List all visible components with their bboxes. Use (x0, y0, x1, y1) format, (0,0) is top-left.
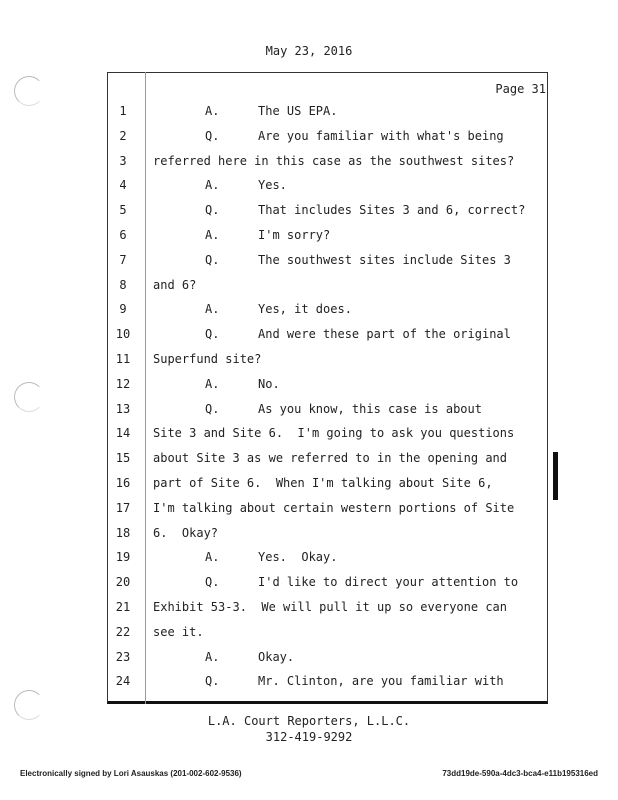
line-text: Superfund site? (153, 352, 262, 366)
line-number: 1 (119, 104, 127, 118)
line-text: Yes. Okay. (258, 550, 338, 565)
qa-tag: Q. (205, 252, 220, 267)
line-number: 2 (119, 128, 127, 143)
line-number: 16 (115, 476, 131, 490)
qa-tag: A. (205, 376, 220, 391)
line-number: 12 (115, 376, 131, 391)
binder-hole-middle (14, 382, 44, 412)
line-number: 6 (119, 228, 127, 242)
line-text: Yes. (258, 178, 287, 193)
line-text: The US EPA. (258, 104, 338, 118)
line-text: referred here in this case as the southwest sites? (153, 153, 515, 168)
transcript-date: May 23, 2016 (265, 44, 353, 58)
line-text: Okay. (258, 649, 295, 664)
margin-mark (553, 452, 558, 500)
line-text: No. (258, 376, 280, 391)
line-number: 17 (115, 500, 131, 515)
line-number: 7 (119, 252, 127, 267)
line-number: 24 (115, 674, 131, 689)
line-number-divider (145, 72, 146, 704)
esignature-id: 73dd19de-590a-4dc3-bca4-e11b195316ed (442, 769, 598, 778)
qa-tag: A. (205, 104, 220, 118)
line-number: 18 (115, 525, 131, 540)
line-text: Exhibit 53-3. We will pull it up so everyone can (153, 600, 508, 614)
line-text: I'm sorry? (258, 228, 331, 242)
line-text: see it. (153, 624, 204, 639)
line-text: I'm talking about certain western portions of Site (153, 500, 515, 515)
qa-tag: A. (205, 228, 220, 242)
line-text: And were these part of the original (258, 327, 511, 342)
qa-tag: A. (205, 178, 220, 193)
qa-tag: Q. (205, 575, 220, 590)
line-text: Site 3 and Site 6. I'm going to ask you questions (153, 426, 515, 441)
line-text: about Site 3 as we referred to in the opening and (153, 451, 508, 466)
line-text: Mr. Clinton, are you familiar with (258, 674, 504, 689)
qa-tag: Q. (205, 674, 220, 689)
reporter-company: L.A. Court Reporters, L.L.C. (207, 714, 411, 728)
line-text: Are you familiar with what's being (258, 128, 504, 143)
line-number: 14 (115, 426, 131, 441)
line-number: 4 (119, 178, 127, 193)
line-number: 8 (119, 277, 127, 292)
qa-tag: Q. (205, 327, 220, 342)
line-number: 19 (115, 550, 131, 565)
qa-tag: Q. (205, 128, 220, 143)
line-number: 22 (115, 624, 131, 639)
qa-tag: A. (205, 649, 220, 664)
reporter-phone: 312-419-9292 (265, 730, 353, 744)
page-number: Page 31 (495, 82, 546, 96)
line-number: 15 (115, 451, 131, 466)
line-text: I'd like to direct your attention to (258, 575, 519, 590)
binder-hole-top (14, 76, 44, 106)
qa-tag: Q. (205, 401, 220, 416)
qa-tag: Q. (205, 203, 220, 218)
line-number: 21 (115, 600, 131, 614)
line-text: part of Site 6. When I'm talking about Site 6, (153, 476, 493, 490)
line-text: The southwest sites include Sites 3 (258, 252, 511, 267)
line-number: 11 (115, 352, 131, 366)
qa-tag: A. (205, 302, 220, 317)
line-number: 3 (119, 153, 127, 168)
line-text: That includes Sites 3 and 6, correct? (258, 203, 526, 218)
line-text: Yes, it does. (258, 302, 352, 317)
line-text: 6. Okay? (153, 525, 219, 540)
line-text: and 6? (153, 277, 197, 292)
line-number: 5 (119, 203, 127, 218)
qa-tag: A. (205, 550, 220, 565)
esignature-text: Electronically signed by Lori Asauskas (201-002-602-9536) (20, 769, 242, 778)
line-number: 23 (115, 649, 131, 664)
line-number: 20 (115, 575, 131, 590)
line-number: 13 (115, 401, 131, 416)
line-text: As you know, this case is about (258, 401, 482, 416)
line-number: 9 (119, 302, 127, 317)
line-number: 10 (115, 327, 131, 342)
